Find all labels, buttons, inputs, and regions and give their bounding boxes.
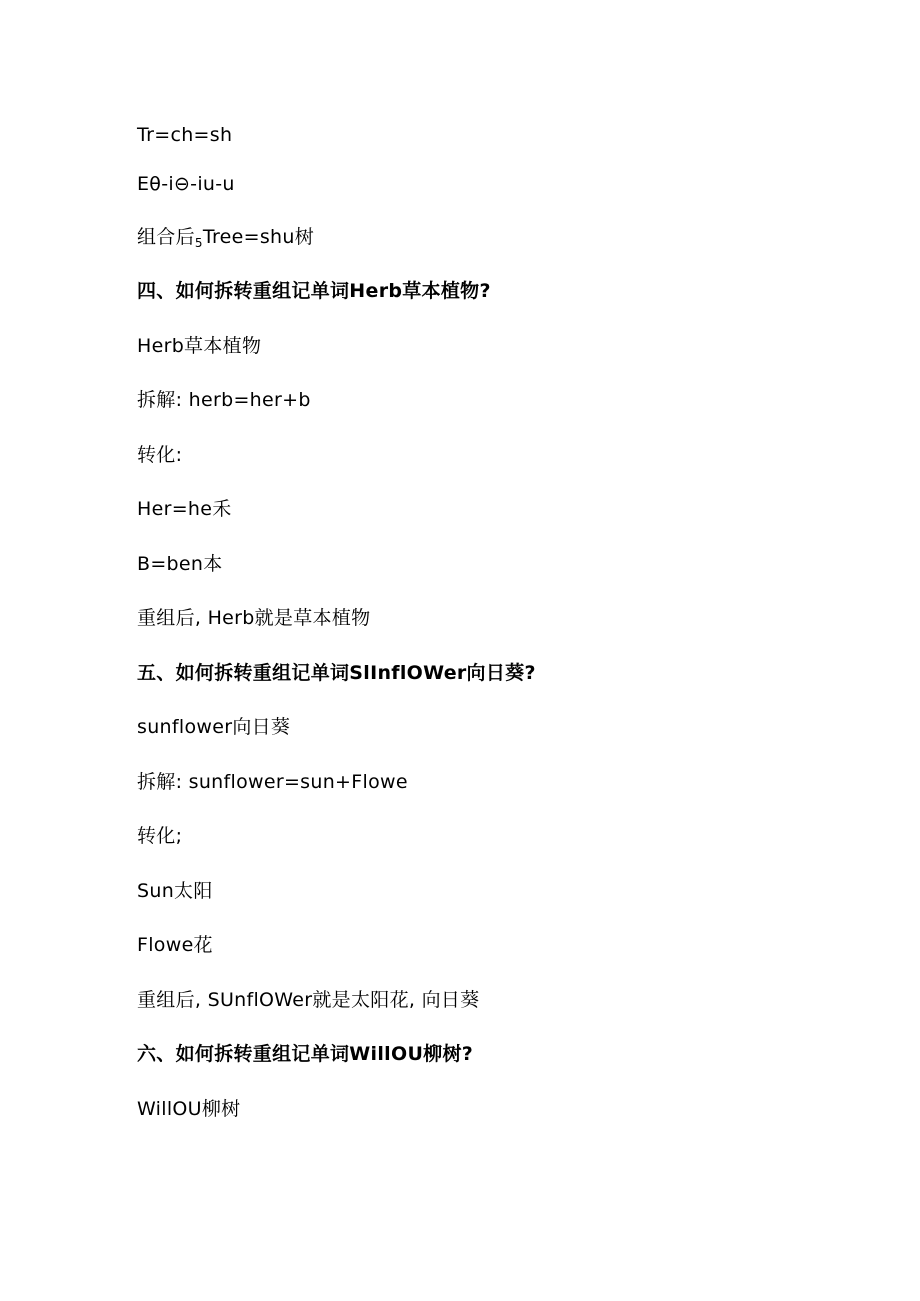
- text-line: 转化;: [137, 825, 183, 847]
- text-line: 重组后, SUnflOWer就是太阳花, 向日葵: [137, 989, 480, 1011]
- text-line: Her=he禾: [137, 498, 232, 520]
- text-line: Herb草本植物: [137, 335, 262, 357]
- text-line-subscript: 5: [194, 236, 203, 250]
- text-line: 重组后, Herb就是草本植物: [137, 607, 371, 629]
- text-line: WillOU柳树: [137, 1098, 241, 1120]
- text-line: Eθ-i⊖-iu-u: [137, 173, 235, 195]
- text-line: Tr=ch=sh: [137, 124, 233, 146]
- section-heading: 五、如何拆转重组记单词SlInflOWer向日葵?: [137, 662, 536, 684]
- text-line: 转化:: [137, 444, 183, 466]
- text-line: Flowe花: [137, 934, 213, 956]
- text-line: B=ben本: [137, 553, 223, 575]
- section-heading: 四、如何拆转重组记单词Herb草本植物?: [137, 280, 491, 302]
- section-heading: 六、如何拆转重组记单词WillOU柳树?: [137, 1043, 474, 1065]
- text-line: Sun太阳: [137, 880, 213, 902]
- text-line-prefix: 组合后: [137, 226, 195, 248]
- text-line: [137, 224, 314, 256]
- text-line: 拆解: sunflower=sun+Flowe: [137, 771, 408, 793]
- text-line: sunflower向日葵: [137, 716, 291, 738]
- text-line: 拆解: herb=her+b: [137, 389, 311, 411]
- text-line-suffix: Tree=shu树: [202, 226, 315, 248]
